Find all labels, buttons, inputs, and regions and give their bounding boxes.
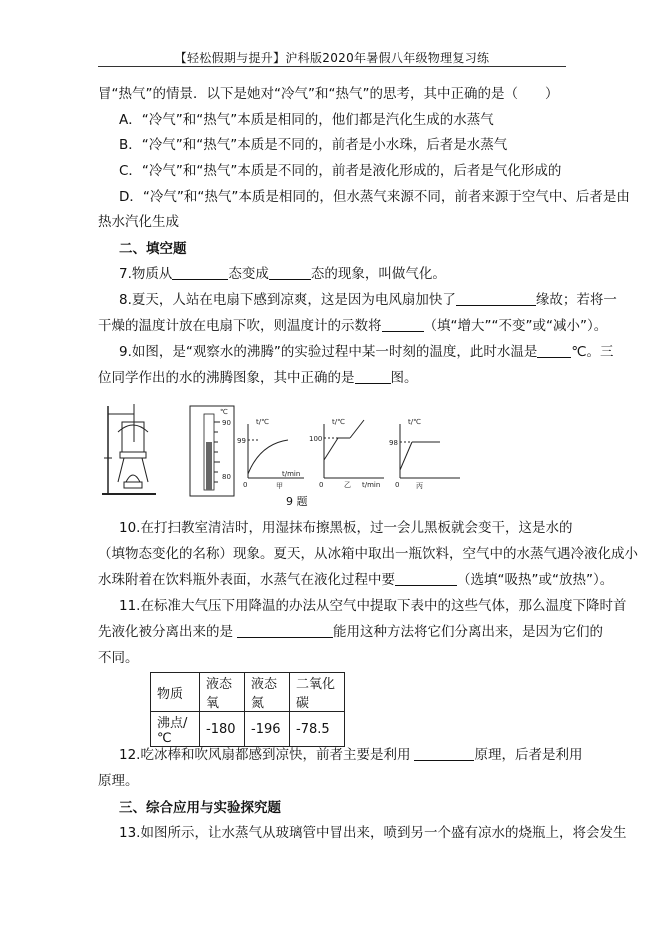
q11-line-3: 不同。 bbox=[98, 650, 139, 666]
q8-line-2 bbox=[98, 317, 607, 335]
q7 bbox=[119, 265, 446, 283]
graph-bing-tick: 98 bbox=[389, 439, 398, 447]
q8-text-2: 缘故；若将一 bbox=[535, 292, 617, 308]
q6-option-d-cont: 热水汽化生成 bbox=[98, 214, 179, 230]
q12-text-1: 12.吃冰棒和吹风扇都感到凉快，前者主要是利用 bbox=[119, 747, 411, 763]
q11-line-1: 11.在标准大气压下用降温的办法从空气中提取下表中的这些气体，那么温度下降时首 bbox=[119, 598, 627, 614]
graph-jia-tick: 99 bbox=[237, 437, 246, 445]
table-cell: -78.5 bbox=[290, 712, 345, 747]
q12-line-2: 原理。 bbox=[98, 773, 139, 789]
q11-blank bbox=[237, 623, 333, 638]
graph-yi bbox=[309, 418, 384, 489]
graph-yi-label: 乙 bbox=[344, 481, 351, 489]
graph-yi-yaxis: t/℃ bbox=[332, 418, 345, 426]
q8-blank-1 bbox=[456, 291, 536, 306]
header-rule bbox=[98, 66, 566, 67]
graph-jia bbox=[237, 418, 304, 490]
q7-text-1: 7.物质从 bbox=[119, 266, 173, 282]
thermometer-bottom-tick: 80 bbox=[222, 473, 231, 481]
q9-figure-svg bbox=[98, 398, 468, 498]
q10-blank bbox=[395, 571, 457, 586]
q10-text-3b: （选填“吸热”或“放热”）。 bbox=[457, 572, 614, 588]
table-cell: -180 bbox=[200, 712, 245, 747]
q6-option-b: B．“冷气”和“热气”本质是不同的，前者是小水珠，后者是水蒸气 bbox=[119, 137, 508, 153]
q12-blank bbox=[414, 746, 474, 761]
figure-caption: 9 题 bbox=[286, 495, 308, 508]
section-apply-title: 三、综合应用与实验探究题 bbox=[119, 800, 281, 816]
table-cell: 沸点/℃ bbox=[151, 712, 200, 747]
q6-option-c: C．“冷气”和“热气”本质是不同的，前者是液化形成的，后者是气化形成的 bbox=[119, 163, 562, 179]
q9-line-2 bbox=[98, 369, 418, 387]
q7-blank-2 bbox=[269, 265, 311, 280]
boiling-apparatus bbox=[102, 404, 156, 494]
graph-yi-tick: 100 bbox=[309, 435, 323, 443]
q10-text-3a: 水珠附着在饮料瓶外表面，水蒸气在液化过程中要 bbox=[98, 572, 395, 588]
q8-text-1: 8.夏天，人站在电扇下感到凉爽，这是因为电风扇加快了 bbox=[119, 292, 456, 308]
table-header-row bbox=[151, 673, 345, 712]
q10-line-2: （填物态变化的名称）现象。夏天，从冰箱中取出一瓶饮料，空气中的水蒸气遇冷液化成小 bbox=[98, 546, 638, 562]
q12-text-2: 原理，后者是利用 bbox=[474, 747, 583, 763]
graph-bing-origin: 0 bbox=[395, 481, 400, 489]
q9-text-2: ℃。三 bbox=[571, 344, 614, 360]
q6-stem: 冒“热气”的情景．以下是她对“冷气”和“热气”的思考，其中正确的是（ ） bbox=[98, 86, 559, 102]
table-row bbox=[151, 712, 345, 747]
thermometer bbox=[190, 406, 234, 496]
q12-line-1 bbox=[119, 746, 582, 764]
table-header-cell: 物质 bbox=[151, 673, 200, 712]
graph-jia-label: 甲 bbox=[276, 482, 283, 490]
q8-text-3: 干燥的温度计放在电扇下吹，则温度计的示数将 bbox=[98, 318, 382, 334]
q9-line-1 bbox=[119, 343, 614, 361]
q9-figure bbox=[98, 398, 468, 502]
q13-line-1: 13.如图所示，让水蒸气从玻璃管中冒出来，喷到另一个盛有凉水的烧瓶上，将会发生 bbox=[119, 825, 627, 841]
graph-bing bbox=[389, 418, 460, 490]
q10-line-3 bbox=[98, 571, 613, 589]
graph-bing-label: 丙 bbox=[416, 482, 423, 490]
boiling-point-table bbox=[150, 672, 345, 747]
q9-blank-1 bbox=[537, 343, 571, 358]
table-header-cell: 液态氮 bbox=[245, 673, 290, 712]
q9-text-1: 9.如图，是“观察水的沸腾”的实验过程中某一时刻的温度，此时水温是 bbox=[119, 344, 538, 360]
graph-jia-xaxis: t/min bbox=[282, 470, 301, 478]
q10-line-1: 10.在打扫教室清洁时，用湿抹布擦黑板，过一会儿黑板就会变干，这是水的 bbox=[119, 520, 573, 536]
q9-blank-2 bbox=[355, 369, 391, 384]
q6-option-a: A．“冷气”和“热气”本质是相同的，他们都是汽化生成的水蒸气 bbox=[119, 112, 494, 128]
table-header-cell: 二氧化碳 bbox=[290, 673, 345, 712]
q11-line-2 bbox=[98, 623, 603, 641]
graph-jia-yaxis: t/℃ bbox=[256, 418, 269, 426]
q7-blank-1 bbox=[172, 265, 228, 280]
q6-option-d: D．“冷气”和“热气”本质是相同的，但水蒸气来源不同，前者来源于空气中、后者是由 bbox=[119, 189, 630, 205]
graph-yi-origin: 0 bbox=[319, 481, 324, 489]
page-header: 【轻松假期与提升】沪科版2020年暑假八年级物理复习练 bbox=[174, 51, 490, 65]
thermometer-top-tick: 90 bbox=[222, 419, 231, 427]
q7-text-3: 态的现象，叫做气化。 bbox=[310, 266, 446, 282]
graph-yi-xaxis: t/min bbox=[362, 481, 381, 489]
section-fill-title: 二、填空题 bbox=[119, 241, 187, 257]
q7-text-2: 态变成 bbox=[228, 266, 269, 282]
q8-blank-2 bbox=[382, 317, 424, 332]
q9-text-3: 位同学作出的水的沸腾图象，其中正确的是 bbox=[98, 370, 355, 386]
graph-jia-origin: 0 bbox=[243, 481, 248, 489]
q11-text-2a: 先液化被分离出来的是 bbox=[98, 624, 233, 640]
q11-text-2b: 能用这种方法将它们分离出来，是因为它们的 bbox=[333, 624, 603, 640]
graph-bing-yaxis: t/℃ bbox=[408, 418, 421, 426]
table-header-cell: 液态氧 bbox=[200, 673, 245, 712]
q9-text-4: 图。 bbox=[390, 370, 418, 386]
table-cell: -196 bbox=[245, 712, 290, 747]
q8-text-4: （填“增大”“不变”或“减小”）。 bbox=[423, 318, 608, 334]
q8-line-1 bbox=[119, 291, 617, 309]
thermometer-unit: ℃ bbox=[220, 408, 228, 416]
